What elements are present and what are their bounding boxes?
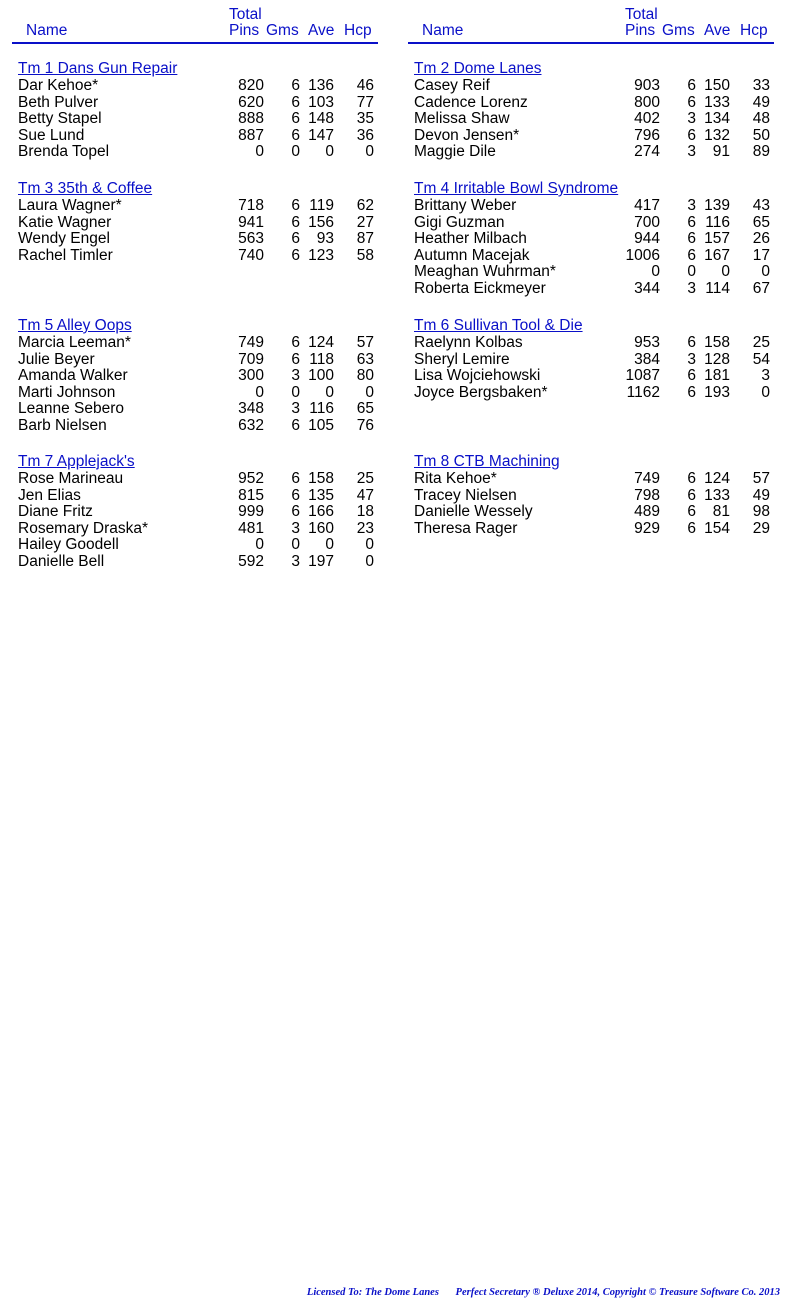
player-name: Marcia Leeman* [18,334,131,351]
handicap: 0 [761,263,770,281]
player-row [12,128,378,145]
player-name: Sheryl Lemire [414,350,510,368]
games: 3 [687,110,696,128]
average: 119 [309,197,334,214]
player-row [12,352,378,369]
total-pins: 749 [238,334,264,351]
player-name: Lisa Wojciehowski [414,367,541,385]
player-row [12,368,378,385]
average: 154 [704,519,730,537]
average: 158 [308,470,334,487]
team-block [408,60,774,161]
average: 167 [704,246,730,264]
team-name-link[interactable]: Tm 8 CTB Machining [414,453,560,470]
player-name: Sue Lund [18,126,85,144]
player-row [408,471,774,488]
header-ave: Ave [308,22,335,39]
player-name: Maggie Dile [414,143,496,161]
average: 158 [704,334,730,351]
player-row [12,231,378,248]
player-row [12,488,378,505]
games: 6 [687,383,696,401]
games: 3 [291,367,300,385]
handicap: 65 [356,400,374,418]
player-name: Rachel Timler [18,246,113,264]
total-pins: 952 [238,470,264,487]
handicap: 54 [752,350,770,368]
total-pins: 402 [634,110,660,128]
handicap: 80 [356,367,374,385]
player-name: Joyce Bergsbaken* [414,383,548,401]
handicap: 63 [356,350,374,368]
handicap: 48 [752,110,770,128]
total-pins: 749 [634,470,660,487]
player-name: Brittany Weber [414,197,517,214]
player-row [12,401,378,418]
games: 6 [291,350,300,368]
player-name: Devon Jensen* [414,126,520,144]
average: 135 [308,486,334,504]
total-pins: 481 [238,519,264,537]
total-pins: 1087 [625,367,660,385]
team-name-link[interactable]: Tm 6 Sullivan Tool & Die [414,317,583,334]
player-row [408,335,774,352]
games: 6 [687,519,696,537]
player-name: Danielle Bell [18,552,105,570]
games: 6 [687,77,696,94]
handicap: 27 [356,213,374,231]
handicap: 89 [752,143,770,161]
average: 150 [704,77,730,94]
header-name: Name [422,22,464,39]
player-name: Cadence Lorenz [414,93,528,111]
left-column [12,0,378,570]
player-row [12,248,378,265]
games: 3 [687,143,696,161]
player-name: Tracey Nielsen [414,486,517,504]
player-name: Rosemary Draska* [18,519,149,537]
team-block [12,180,378,264]
total-pins: 0 [255,383,264,401]
total-pins: 903 [634,77,660,94]
average: 118 [309,350,334,368]
average: 166 [308,503,334,521]
games: 3 [687,197,696,214]
total-pins: 417 [634,197,660,214]
player-row [408,281,774,298]
games: 6 [687,230,696,248]
games: 0 [291,383,300,401]
average: 100 [308,367,334,385]
handicap: 49 [752,93,770,111]
team-block [12,453,378,571]
games: 6 [687,246,696,264]
games: 6 [687,367,696,385]
games: 6 [291,246,300,264]
handicap: 49 [752,486,770,504]
total-pins: 944 [634,230,660,248]
player-row [408,368,774,385]
right-column [408,0,774,537]
total-pins: 0 [651,263,660,281]
handicap: 98 [752,503,770,521]
handicap: 3 [761,367,770,385]
games: 6 [291,416,300,434]
handicap: 43 [752,197,770,214]
player-name: Danielle Wessely [414,503,533,521]
player-name: Autumn Macejak [414,246,530,264]
player-row [408,248,774,265]
games: 6 [291,230,300,248]
player-name: Raelynn Kolbas [414,334,523,351]
footer-license: Licensed To: The Dome Lanes [306,1287,439,1298]
player-name: Leanne Sebero [18,400,125,418]
header-hcp: Hcp [740,22,768,39]
player-row [12,554,378,571]
games: 0 [291,536,300,554]
header-pins: Pins [625,22,656,39]
total-pins: 274 [634,143,660,161]
handicap: 0 [365,383,374,401]
player-row [12,335,378,352]
games: 6 [291,213,300,231]
handicap: 23 [356,519,374,537]
handicap: 36 [356,126,374,144]
total-pins: 563 [238,230,264,248]
average: 105 [308,416,334,434]
games: 6 [291,77,300,94]
average: 193 [704,383,730,401]
player-name: Laura Wagner* [18,197,122,214]
player-row [408,144,774,161]
player-row [12,521,378,538]
header-pins: Pins [229,22,260,39]
player-row [408,111,774,128]
handicap: 65 [752,213,770,231]
games: 6 [687,503,696,521]
header-name: Name [26,22,68,39]
games: 3 [291,519,300,537]
player-name: Gigi Guzman [414,213,505,231]
handicap: 35 [356,110,374,128]
average: 0 [721,263,730,281]
player-row [408,521,774,538]
average: 136 [308,77,334,94]
total-pins: 941 [238,213,264,231]
total-pins: 384 [634,350,660,368]
handicap: 57 [356,334,374,351]
handicap: 0 [365,552,374,570]
average: 103 [308,93,334,111]
header-total: Total [229,6,262,23]
average: 116 [705,213,730,231]
games: 6 [687,213,696,231]
handicap: 18 [356,503,374,521]
player-row [408,78,774,95]
games: 6 [291,126,300,144]
games: 0 [291,143,300,161]
games: 3 [291,400,300,418]
player-row [12,537,378,554]
total-pins: 709 [238,350,264,368]
average: 148 [308,110,334,128]
games: 0 [687,263,696,281]
average: 128 [704,350,730,368]
player-name: Amanda Walker [18,367,128,385]
handicap: 29 [752,519,770,537]
player-name: Meaghan Wuhrman* [414,263,556,281]
handicap: 47 [356,486,374,504]
player-row [12,215,378,232]
average: 139 [704,197,730,214]
average: 181 [704,367,730,385]
header-total: Total [625,6,658,23]
handicap: 33 [752,77,770,94]
player-row [408,128,774,145]
total-pins: 0 [255,143,264,161]
total-pins: 592 [238,552,264,570]
team-name-link[interactable]: Tm 1 Dans Gun Repair [18,60,178,77]
handicap: 25 [752,334,770,351]
team-block [12,60,378,161]
player-row [12,418,378,435]
player-name: Theresa Rager [414,519,518,537]
handicap: 77 [356,93,374,111]
total-pins: 489 [634,503,660,521]
player-name: Jen Elias [18,486,81,504]
games: 6 [291,334,300,351]
games: 3 [687,279,696,297]
total-pins: 815 [238,486,264,504]
team-name-link[interactable]: Tm 7 Applejack's [18,453,135,470]
column-header [12,0,378,44]
total-pins: 620 [238,93,264,111]
player-row [12,95,378,112]
header-ave: Ave [704,22,731,39]
total-pins: 796 [634,126,660,144]
column-header [408,0,774,44]
player-row [12,471,378,488]
total-pins: 300 [238,367,264,385]
handicap: 17 [752,246,770,264]
average: 197 [308,552,334,570]
handicap: 87 [356,230,374,248]
total-pins: 718 [238,197,264,214]
total-pins: 820 [238,77,264,94]
average: 116 [309,400,334,418]
average: 0 [325,143,334,161]
handicap: 0 [761,383,770,401]
player-row [408,504,774,521]
header-gms: Gms [266,22,299,39]
player-name: Barb Nielsen [18,416,107,434]
average: 160 [308,519,334,537]
total-pins: 0 [255,536,264,554]
player-row [12,198,378,215]
average: 0 [325,536,334,554]
average: 0 [325,383,334,401]
player-row [12,78,378,95]
player-name: Brenda Topel [18,143,110,161]
footer-copyright: Perfect Secretary ® Deluxe 2014, Copyright © Treasure Software Co. 2013 [455,1287,780,1298]
games: 3 [291,552,300,570]
team-name-link[interactable]: Tm 2 Dome Lanes [414,60,542,77]
player-name: Katie Wagner [18,213,112,231]
player-name: Dar Kehoe* [18,77,99,94]
average: 124 [704,470,730,487]
average: 157 [704,230,730,248]
player-name: Julie Beyer [18,350,95,368]
handicap: 62 [356,197,374,214]
games: 6 [687,334,696,351]
handicap: 57 [752,470,770,487]
player-row [12,144,378,161]
player-row [12,504,378,521]
average: 133 [704,486,730,504]
header-hcp: Hcp [344,22,372,39]
games: 6 [291,486,300,504]
handicap: 67 [752,279,770,297]
total-pins: 953 [634,334,660,351]
player-name: Marti Johnson [18,383,116,401]
average: 134 [704,110,730,128]
team-name-link[interactable]: Tm 3 35th & Coffee [18,180,153,197]
header-gms: Gms [662,22,695,39]
handicap: 0 [365,143,374,161]
average: 114 [705,279,730,297]
player-row [408,215,774,232]
average: 133 [704,93,730,111]
player-name: Melissa Shaw [414,110,510,128]
games: 6 [291,93,300,111]
player-name: Rita Kehoe* [414,470,497,487]
handicap: 50 [752,126,770,144]
total-pins: 887 [238,126,264,144]
player-name: Wendy Engel [18,230,110,248]
average: 147 [308,126,334,144]
handicap: 26 [752,230,770,248]
player-row [408,264,774,281]
player-row [408,95,774,112]
team-name-link[interactable]: Tm 4 Irritable Bowl Syndrome [414,180,619,197]
total-pins: 1006 [625,246,660,264]
total-pins: 700 [634,213,660,231]
player-name: Diane Fritz [18,503,93,521]
games: 6 [687,470,696,487]
team-block [408,317,774,401]
player-row [408,231,774,248]
team-block [12,317,378,435]
total-pins: 999 [238,503,264,521]
team-block [408,180,774,298]
games: 6 [687,486,696,504]
average: 123 [308,246,334,264]
footer [0,1287,780,1298]
handicap: 46 [356,77,374,94]
total-pins: 798 [634,486,660,504]
player-row [12,385,378,402]
games: 6 [291,503,300,521]
average: 91 [712,143,730,161]
average: 93 [316,230,334,248]
handicap: 0 [365,536,374,554]
player-name: Beth Pulver [18,93,99,111]
total-pins: 632 [238,416,264,434]
total-pins: 344 [634,279,660,297]
handicap: 58 [356,246,374,264]
total-pins: 740 [238,246,264,264]
handicap: 25 [356,470,374,487]
games: 6 [291,110,300,128]
games: 6 [687,126,696,144]
player-name: Betty Stapel [18,110,102,128]
total-pins: 888 [238,110,264,128]
player-name: Casey Reif [414,77,490,94]
player-row [12,111,378,128]
average: 132 [704,126,730,144]
games: 3 [687,350,696,368]
player-row [408,385,774,402]
total-pins: 1162 [626,383,660,401]
games: 6 [291,197,300,214]
games: 6 [687,93,696,111]
player-name: Hailey Goodell [18,536,119,554]
average: 81 [712,503,730,521]
average: 156 [308,213,334,231]
player-row [408,198,774,215]
player-name: Rose Marineau [18,470,124,487]
average: 124 [308,334,334,351]
player-name: Heather Milbach [414,230,527,248]
total-pins: 800 [634,93,660,111]
team-block [408,453,774,537]
total-pins: 348 [238,400,264,418]
player-name: Roberta Eickmeyer [414,279,546,297]
team-name-link[interactable]: Tm 5 Alley Oops [18,317,132,334]
games: 6 [291,470,300,487]
handicap: 76 [356,416,374,434]
total-pins: 929 [634,519,660,537]
player-row [408,352,774,369]
player-row [408,488,774,505]
